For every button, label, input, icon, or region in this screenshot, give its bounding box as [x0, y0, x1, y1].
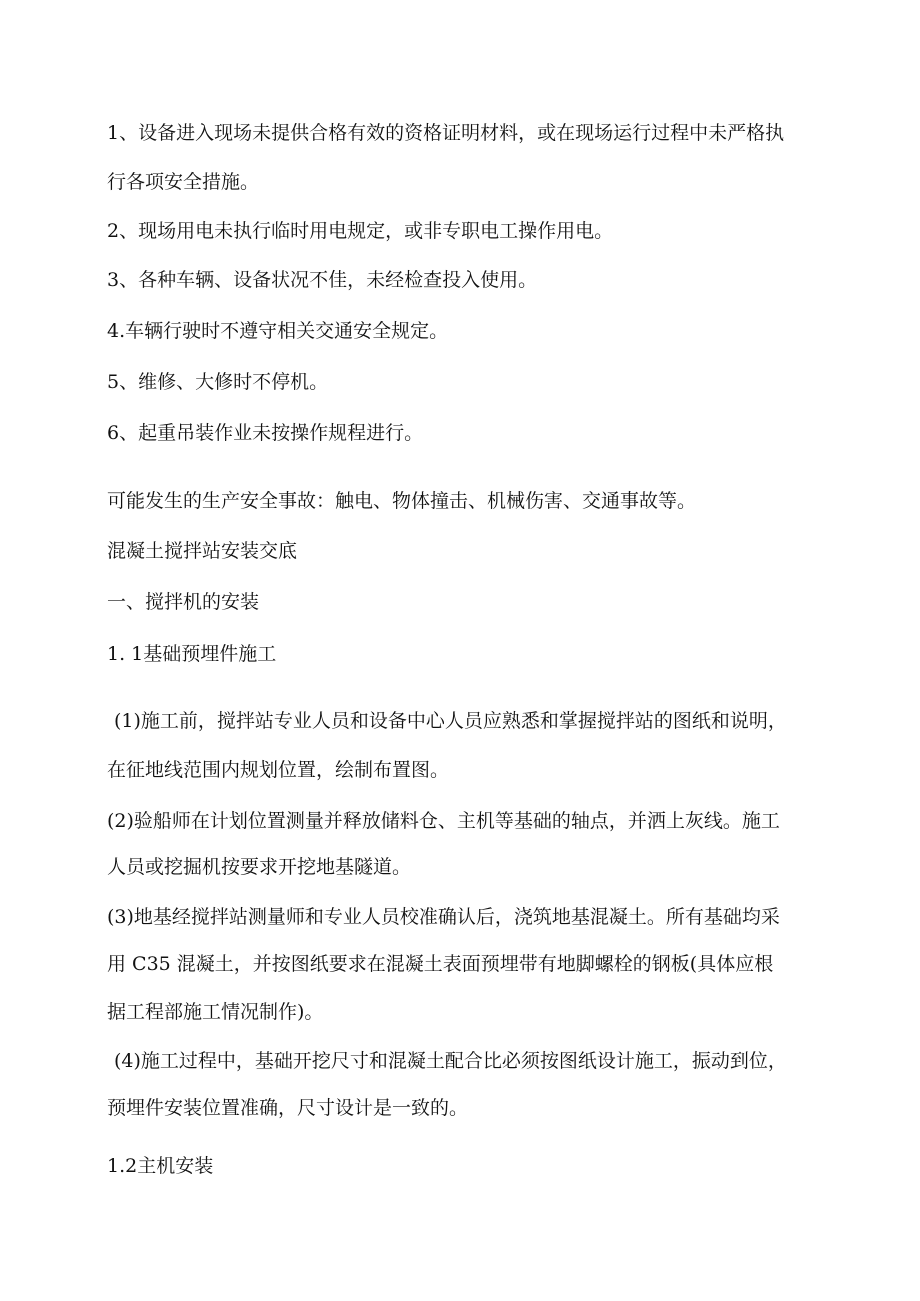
text-line: (1)施工前，搅拌站专业人员和设备中心人员应熟悉和掌握搅拌站的图纸和说明， [114, 710, 787, 732]
text-line: 用 C35 混凝土，并按图纸要求在混凝土表面预埋带有地脚螺栓的钢板(具体应根 [107, 953, 774, 975]
section-heading: 一、搅拌机的安装 [107, 591, 260, 613]
text-line: 在征地线范围内规划位置，绘制布置图。 [107, 759, 450, 781]
text-line: 5、维修、大修时不停机。 [107, 371, 329, 393]
text-line: 2、现场用电未执行临时用电规定，或非专职电工操作用电。 [107, 220, 614, 242]
text-line: 行各项安全措施。 [107, 171, 260, 193]
text-line: 人员或挖掘机按要求开挖地基隧道。 [107, 856, 412, 878]
text-line: 可能发生的生产安全事故：触电、物体撞击、机械伤害、交通事故等。 [107, 490, 697, 512]
subsection-heading: 1.2主机安装 [107, 1155, 214, 1177]
text-line: 据工程部施工情况制作)。 [107, 1001, 324, 1023]
text-line: (3)地基经搅拌站测量师和专业人员校准确认后，浇筑地基混凝土。所有基础均采 [107, 906, 780, 928]
text-line: (2)验船师在计划位置测量并释放储料仓、主机等基础的轴点，并洒上灰线。施工 [107, 810, 780, 832]
section-heading: 混凝土搅拌站安装交底 [107, 540, 298, 562]
text-line: 1、设备进入现场未提供合格有效的资格证明材料，或在现场运行过程中未严格执 [107, 122, 785, 144]
text-line: 6、起重吊装作业未按操作规程进行。 [107, 422, 424, 444]
text-line: 4.车辆行驶时不遵守相关交通安全规定。 [107, 320, 449, 342]
text-line: (4)施工过程中，基础开挖尺寸和混凝土配合比必须按图纸设计施工，振动到位， [114, 1050, 787, 1072]
text-line: 3、各种车辆、设备状况不佳，未经检查投入使用。 [107, 269, 538, 291]
text-line: 预埋件安装位置准确，尺寸设计是一致的。 [107, 1097, 469, 1119]
subsection-heading: 1. 1基础预埋件施工 [107, 643, 277, 665]
